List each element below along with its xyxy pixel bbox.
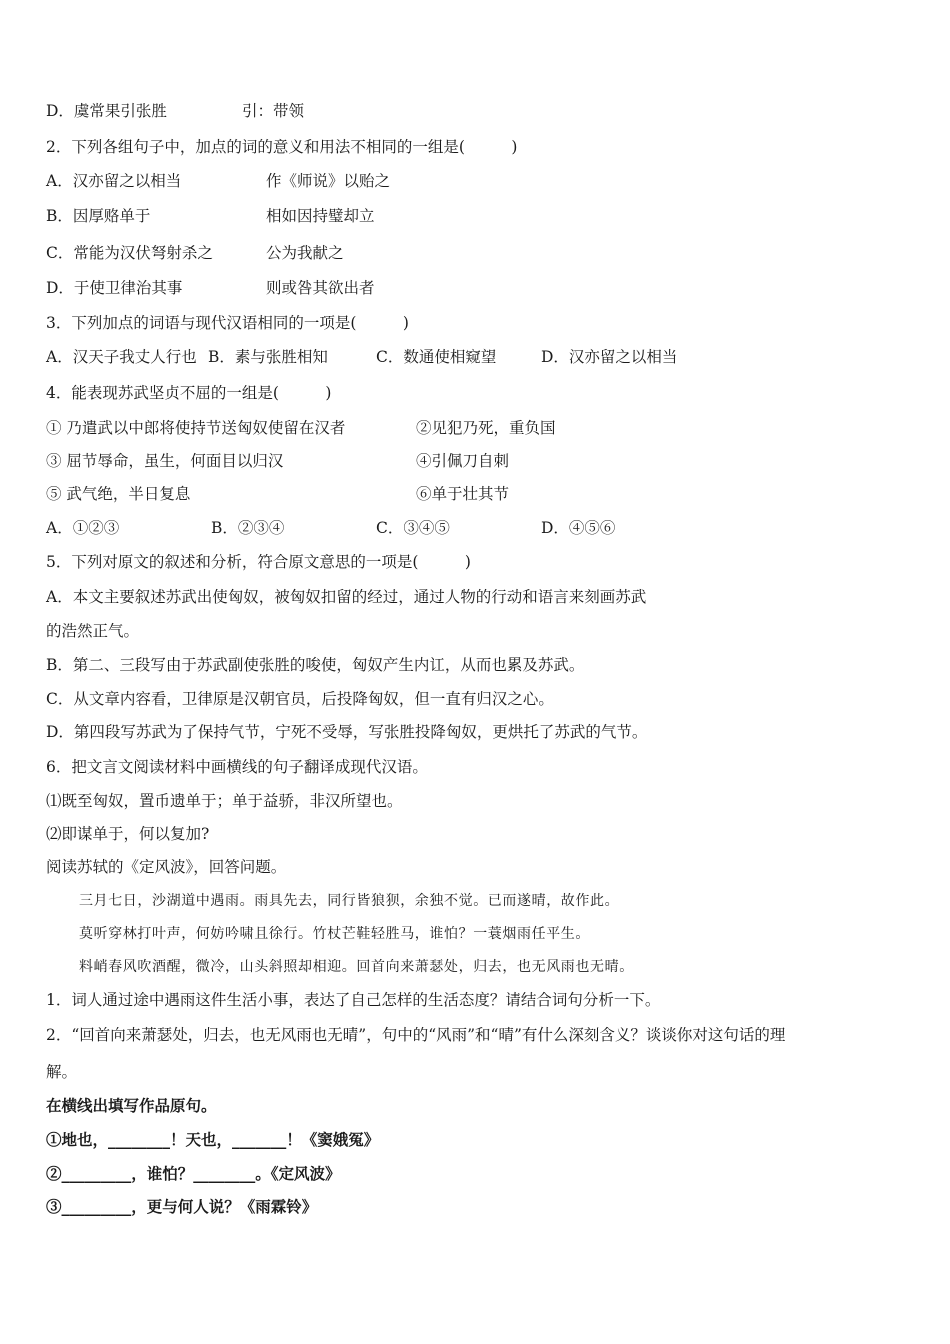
q5-option-a-line1: A．本文主要叙述苏武出使匈奴，被匈奴扣留的经过，通过人物的行动和语言来刻画苏武 <box>46 588 647 606</box>
q2-option-b-right: 相如因持璧却立 <box>266 207 375 225</box>
q2-option-a-left: A．汉亦留之以相当 <box>46 172 182 190</box>
q2-option-c-right: 公为我献之 <box>266 244 344 262</box>
q5-option-a-line2: 的浩然正气。 <box>46 622 140 640</box>
poem-question-2-line1: 2．“回首向来萧瑟处，归去，也无风雨也无晴”，句中的“风雨”和“晴”有什么深刻含义？谈谈你对这句话的理 <box>46 1026 786 1044</box>
q4-item-2: ②见犯乃死，重负国 <box>416 419 556 437</box>
q2-option-d-right: 则或咎其欲出者 <box>266 279 375 297</box>
q5-option-c: C．从文章内容看，卫律原是汉朝官员，后投降匈奴，但一直有归汉之心。 <box>46 690 554 708</box>
q4-item-3: ③ 屈节辱命，虽生，何面目以归汉 <box>46 452 284 470</box>
q3-option-b: B．素与张胜相知 <box>208 348 328 366</box>
q3-stem: 3．下列加点的词语与现代汉语相同的一项是( ) <box>46 314 409 332</box>
q2-option-b-left: B．因厚赂单于 <box>46 207 151 225</box>
q3-option-c: C．数通使相窥望 <box>376 348 497 366</box>
poem-preface: 三月七日，沙湖道中遇雨。雨具先去，同行皆狼狈，余独不觉。已而遂晴，故作此。 <box>79 893 620 909</box>
poem-intro: 阅读苏轼的《定风波》，回答问题。 <box>46 858 287 876</box>
q6-stem: 6．把文言文阅读材料中画横线的句子翻译成现代汉语。 <box>46 758 428 776</box>
fill-blank-item-2: ②_________，谁怕？________。《定风波》 <box>46 1164 341 1183</box>
q4-item-4: ④引佩刀自刺 <box>416 452 510 470</box>
fill-blank-heading: 在横线出填写作品原句。 <box>46 1096 217 1115</box>
q2-stem: 2．下列各组句子中，加点的词的意义和用法不相同的一组是( ) <box>46 138 518 156</box>
poem-stanza-2: 料峭春风吹酒醒，微冷，山头斜照却相迎。回首向来萧瑟处，归去，也无风雨也无晴。 <box>79 959 634 975</box>
q1-option-d-note: 引：带领 <box>242 102 305 120</box>
q2-option-d-left: D．于使卫律治其事 <box>46 279 183 297</box>
q3-option-d: D．汉亦留之以相当 <box>541 348 678 366</box>
q4-option-d: D．④⑤⑥ <box>541 519 616 537</box>
poem-question-1: 1．词人通过途中遇雨这件生活小事，表达了自己怎样的生活态度？请结合词句分析一下。 <box>46 991 661 1009</box>
q4-item-6: ⑥单于壮其节 <box>416 485 510 503</box>
q5-stem: 5．下列对原文的叙述和分析，符合原文意思的一项是( ) <box>46 553 471 571</box>
q5-option-d: D．第四段写苏武为了保持气节，宁死不受辱，写张胜投降匈奴，更烘托了苏武的气节。 <box>46 723 648 741</box>
q6-item-2: ⑵即谋单于，何以复加? <box>46 825 210 843</box>
q4-option-c: C．③④⑤ <box>376 519 450 537</box>
q1-option-d-text: D．虞常果引张胜 <box>46 102 167 120</box>
q4-item-1: ① 乃遣武以中郎将使持节送匈奴使留在汉者 <box>46 419 346 437</box>
q4-option-b: B．②③④ <box>211 519 285 537</box>
q6-item-1: ⑴既至匈奴，置币遗单于；单于益骄，非汉所望也。 <box>46 792 403 810</box>
poem-question-2-line2: 解。 <box>46 1063 78 1081</box>
q2-option-a-right: 作《师说》以贻之 <box>266 172 391 190</box>
poem-stanza-1: 莫听穿林打叶声，何妨吟啸且徐行。竹杖芒鞋轻胜马，谁怕？一蓑烟雨任平生。 <box>79 926 590 942</box>
q4-option-a: A．①②③ <box>46 519 120 537</box>
q3-option-a: A．汉天子我丈人行也 <box>46 348 197 366</box>
q5-option-b: B．第二、三段写由于苏武副使张胜的唆使，匈奴产生内讧，从而也累及苏武。 <box>46 656 585 674</box>
q4-item-5: ⑤ 武气绝，半日复息 <box>46 485 191 503</box>
fill-blank-item-1: ①地也，________！天也，_______！《窦娥冤》 <box>46 1130 380 1149</box>
q2-option-c-left: C．常能为汉伏弩射杀之 <box>46 244 213 262</box>
q4-stem: 4．能表现苏武坚贞不屈的一组是( ) <box>46 384 332 402</box>
fill-blank-item-3: ③_________，更与何人说？《雨霖铃》 <box>46 1197 318 1216</box>
